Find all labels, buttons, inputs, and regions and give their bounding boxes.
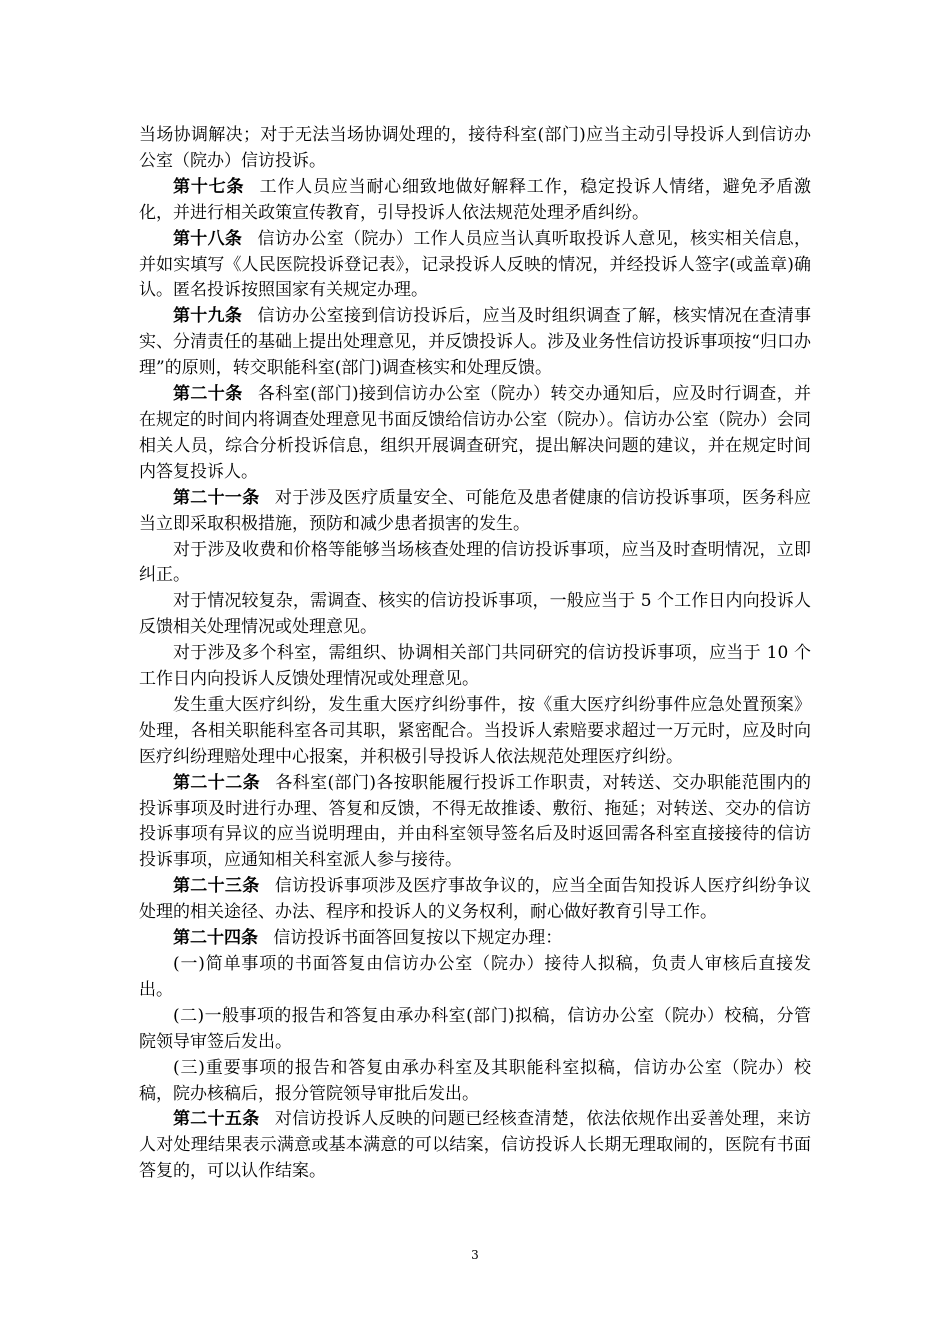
paragraph-text: 工作人员应当耐心细致地做好解释工作，稳定投诉人情绪，避免矛盾激化，并进行相关政策宣传教育，引导投诉人依法规范处理矛盾纠纷。 [139,176,812,223]
paragraph-text: 对于涉及收费和价格等能够当场核查处理的信访投诉事项，应当及时查明情况，立即纠正。 [139,539,811,586]
article-paragraph [139,486,811,538]
paragraph-text: 对于涉及多个科室，需组织、协调相关部门共同研究的信访投诉事项，应当于 10 个工作日内向投诉人反馈处理情况或处理意见。 [139,643,811,690]
article-paragraph [139,304,811,382]
paragraph [139,641,811,693]
article-paragraph [139,874,811,926]
paragraph [139,589,811,641]
article-number: 第十八条 [173,228,243,249]
paragraph-text: (三)重要事项的报告和答复由承办科室及其职能科室拟稿，信访办公室（院办）校稿，院办核稿后，报分管院领导审批后发出。 [139,1057,811,1104]
paragraph-text: 信访投诉书面答回复按以下规定办理： [273,928,563,949]
article-paragraph [139,175,811,227]
paragraph-text: 各科室(部门)接到信访办公室（院办）转交办通知后，应及时行调查，并在规定的时间内将调查处理意见书面反馈给信访办公室（院办）。信访办公室（院办）会同相关人员，综合分析投诉信息，组织开展调查研究，提出解决问题的建议，并在规定时间内答复投诉人。 [139,384,812,482]
article-paragraph [139,382,811,486]
paragraph-text: 信访办公室（院办）工作人员应当认真听取投诉人意见，核实相关信息，并如实填写《人民医院投诉登记表》，记录投诉人反映的情况，并经投诉人签字(或盖章)确认。匿名投诉按照国家有关规定办理。 [139,228,812,301]
article-number: 第十九条 [173,306,243,327]
article-number: 第二十一条 [173,487,260,508]
paragraph-text: 对于涉及医疗质量安全、可能危及患者健康的信访投诉事项，医务科应当立即采取积极措施，预防和减少患者损害的发生。 [139,487,812,534]
paragraph-text: (一)简单事项的书面答复由信访办公室（院办）接待人拟稿，负责人审核后直接发出。 [139,954,811,1000]
paragraph-text: 对于情况较复杂，需调查、核实的信访投诉事项，一般应当于 5 个工作日内向投诉人反馈相关处理情况或处理意见。 [139,591,811,638]
list-item [139,1004,811,1056]
paragraph [139,123,811,175]
article-number: 第二十五条 [173,1109,260,1130]
paragraph [139,693,811,771]
article-paragraph [139,227,811,305]
paragraph-text: 发生重大医疗纠纷，发生重大医疗纠纷事件，按《重大医疗纠纷事件应急处置预案》处理，各相关职能科室各司其职，紧密配合。当投诉人索赔要求超过一万元时，应及时向医疗纠纷理赔处理中心报案，并积极引导投诉人依法规范处理医疗纠纷。 [139,694,811,767]
paragraph-text: 当场协调解决；对于无法当场协调处理的，接待科室(部门)应当主动引导投诉人到信访办公室（院办）信访投诉。 [139,125,811,171]
list-item [139,1056,811,1108]
article-paragraph [139,1107,811,1185]
article-number: 第二十二条 [173,772,261,793]
page-number: 3 [471,1248,479,1262]
paragraph [139,538,811,590]
list-item [139,952,811,1004]
article-paragraph [139,926,811,952]
paragraph-text: 信访办公室接到信访投诉后，应当及时组织调查了解，核实情况在查清事实、分清责任的基础上提出处理意见，并反馈投诉人。涉及业务性信访投诉事项按“归口办理”的原则，转交职能科室(部门)调查核实和处理反馈。 [139,306,812,379]
paragraph-text: 信访投诉事项涉及医疗事故争议的，应当全面告知投诉人医疗纠纷争议处理的相关途径、办法、程序和投诉人的义务权利，耐心做好教育引导工作。 [139,876,812,923]
paragraph-text: (二)一般事项的报告和答复由承办科室(部门)拟稿，信访办公室（院办）校稿，分管院领导审签后发出。 [139,1005,811,1052]
article-number: 第十七条 [173,176,245,197]
article-number: 第二十条 [173,384,243,405]
paragraph-text: 对信访投诉人反映的问题已经核查清楚，依法依规作出妥善处理，来访人对处理结果表示满意或基本满意的可以结案，信访投诉人长期无理取闹的，医院有书面答复的，可以认作结案。 [139,1109,812,1182]
paragraph-text: 各科室(部门)各按职能履行投诉工作职责，对转送、交办职能范围内的投诉事项及时进行办理、答复和反馈，不得无故推诿、敷衍、拖延；对转送、交办的信访投诉事项有异议的应当说明理由，并由科室领导签名后及时返回需各科室直接接待的信访投诉事项，应通知相关科室派人参与接待。 [139,772,812,871]
document-body [139,123,811,1185]
article-number: 第二十三条 [173,876,260,897]
article-paragraph [139,771,811,875]
article-number: 第二十四条 [173,928,258,949]
